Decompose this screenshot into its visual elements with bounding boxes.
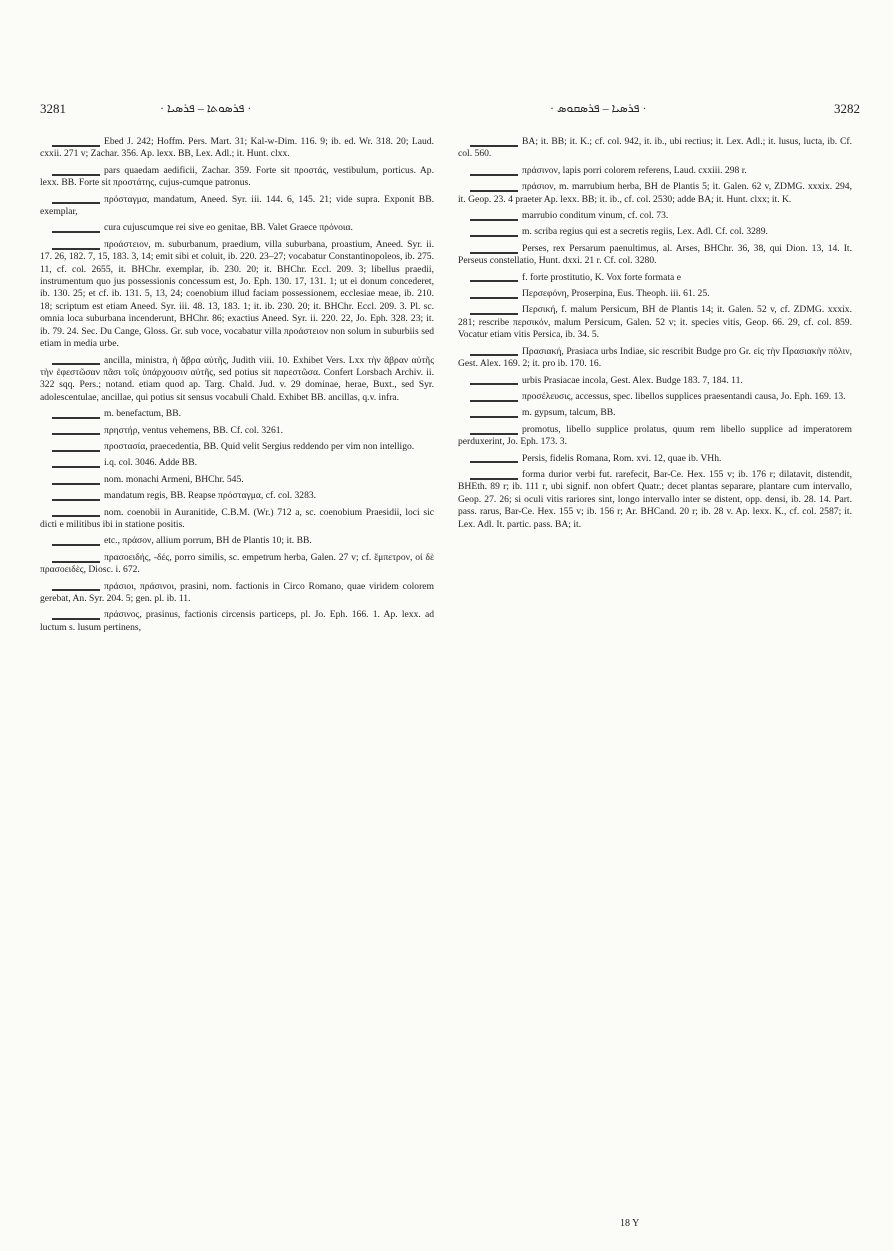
printer-signature: 18 Y [620,1218,640,1229]
dictionary-entry [40,136,434,161]
entry-text: m. benefactum, BB. [104,408,181,420]
entry-text: Περσεφόνη, Proserpina, Eus. Theoph. iii. 61. 25. [522,288,710,300]
dictionary-entry [40,194,434,219]
left-column [40,136,434,1216]
dictionary-entry [40,535,434,547]
entry-text: Ebed J. 242; Hoffm. Pers. Mart. 31; Kal-w-Dim. 116. 9; ib. ed. Wr. 318. 20; Laud. cxxii. 271 v; Zachar. 356. Ap. lexx. BB, Lex. Adl.; it. Hunt. clxx. [40,136,434,160]
dictionary-entry [40,441,434,453]
dictionary-entry [40,222,434,234]
syriac-headword [52,425,100,435]
entry-text: nom. coenobii in Auranitide, C.B.M. (Wr.) 712 a, sc. coenobium Praesidii, loci sic dicti e militibus ibi in statione positis. [40,506,434,530]
entry-text: promotus, libello supplice prolatus, quum rem libello supplice ad imperatorem perduxerint, Jo. Eph. 173. 3. [458,423,852,448]
dictionary-entry [458,453,852,465]
syriac-headword [470,375,518,385]
dictionary-entry [458,407,852,419]
dictionary-entry [40,355,434,405]
entry-text: πρασοειδής, -δές, porro similis, sc. empetrum herba, Galen. 27 v; cf. ἔμπετρον, οἱ δὲ πρασοειδὲς, Diosc. i. 672. [40,551,434,576]
syriac-headword [470,244,518,254]
dictionary-entry [40,507,434,532]
page-number-left: 3281 [40,101,66,116]
entry-text: πράσιον, m. marrubium herba, BH de Plantis 5; it. Galen. 62 v, ZDMG. xxxix. 294, it. Geop. 23. 4 praeter Ap. lexx. BB; it. ib., cf. col. 2530; adde BA; it. Hunt. clxx; it. K. [458,181,852,205]
syriac-headword [52,223,100,233]
entry-text: πράσιοι, πράσινοι, prasini, nom. factionis in Circo Romano, quae viridem colorem gerebat, An. Syr. 204. 5; gen. pl. ib. 11. [40,580,434,604]
dictionary-entry [40,609,434,634]
syriac-headword [52,581,100,591]
page-number-right: 3282 [834,101,860,116]
running-title-right: · ܦܪܣܝܐ – ܦܪܣܩܘܣ · [550,101,647,115]
syriac-headword [52,610,100,620]
syriac-headword [470,272,518,282]
syriac-headword [52,194,100,204]
syriac-headword [470,227,518,237]
syriac-headword [52,137,100,147]
dictionary-entry [458,272,852,284]
syriac-headword [470,305,518,315]
entry-text: m. scriba regius qui est a secretis regiis, Lex. Adl. Cf. col. 3289. [522,226,768,238]
dictionary-entry [458,165,852,177]
dictionary-entry [40,474,434,486]
entry-text: i.q. col. 3046. Adde BB. [104,457,198,469]
dictionary-entry [40,239,434,351]
dictionary-entry [458,346,852,371]
entry-text: πράσινον, lapis porri colorem referens, Laud. cxxiii. 298 r. [522,164,747,176]
entry-text: etc., πράσον, allium porrum, BH de Plantis 10; it. BB. [104,535,312,547]
dictionary-entry [458,210,852,222]
entry-text: Persis, fidelis Romana, Rom. xvi. 12, quae ib. VHh. [522,452,722,464]
entry-text: BA; it. BB; it. K.; cf. col. 942, it. ib., ubi rectius; it. Lex. Adl.; it. lusus, lucta, ib. Cf. col. 560. [458,136,852,160]
syriac-headword [470,453,518,463]
entry-text: forma durior verbi fut. rarefecit, Bar-Ce. Hex. 155 v; ib. 176 r; dilatavit, distendit, BHEth. 89 r; ib. 111 r, ubi signif. non obfert Quatr.; decet plantas separare, plantare cum intervallo, Geop. 27. 26; si oculi vitis rariores sint, longo intervallo inter se distent, opp. densi, ib. 28. 14. Part. pass. rarus, Bar-Ce. Hex. 155 v; ib. 156 r; Ar. BHCand. 20 r; ib. 28 v. Ap. lexx. K., cf. col. 2587; it. Lex. Adl. It. partic. pass. BA; it. [458,468,852,530]
syriac-headword [470,425,518,435]
entry-text: mandatum regis, BB. Reapse πρόσταγμα, cf. col. 3283. [104,490,317,502]
entry-text: marrubio conditum vinum, cf. col. 73. [522,210,669,222]
entry-text: urbis Prasiacae incola, Gest. Alex. Budge 183. 7, 184. 11. [522,374,743,386]
entry-text: Πρασιακή, Prasiaca urbs Indiae, sic rescribit Budge pro Gr. εἰς τὴν Πρασιακὴν πόλιν, Gest. Alex. 169. 2; it. pro ib. 170. 16. [458,345,852,370]
syriac-headword [470,211,518,221]
dictionary-entry [458,243,852,268]
entry-text: προστασία, praecedentia, BB. Quid velit Sergius reddendo per vim non intelligo. [104,440,415,452]
dictionary-entry [40,581,434,606]
syriac-headword [52,507,100,517]
syriac-headword [470,182,518,192]
syriac-headword [52,475,100,485]
entry-text: πράσινος, prasinus, factionis circensis particeps, pl. Jo. Eph. 166. 1. Ap. lexx. ad luctum s. lusum pertinens, [40,609,434,633]
dictionary-entry [40,408,434,420]
syriac-headword [52,166,100,176]
dictionary-entry [458,391,852,403]
syriac-headword [470,166,518,176]
dictionary-entry [458,304,852,341]
entry-text: m. gypsum, talcum, BB. [522,407,616,419]
entry-text: Perses, rex Persarum paenultimus, al. Arses, BHChr. 36, 38, qui Dion. 13, 14. It. Perseus constellatio, Hunt. dxxi. 21 r. Cf. col. 3280. [458,242,852,267]
entry-text: προσέλευσις, accessus, spec. libellos supplices praesentandi causa, Jo. Eph. 169. 13. [522,390,846,402]
syriac-headword [52,409,100,419]
entry-text: προάστειον, m. suburbanum, praedium, villa suburbana, proastium, Aneed. Syr. ii. 17. 26, 182. 7, 15, 183. 3, 14; emit sibi et coluit, ib. 220. 23–27; vocabatur Constantinopoleos, ib. 275. 11, cf. col. 2655, it. BHChr. exemplar, ib. 230. 20; it. BHChr. Eccl. 209. 3; libellus praedii, instrumentum quo jus possessionis concessum est, Jo. Eph. 130. 17, 131. 1; ut ei donum concederet, ib. 130. 25; et cf. ib. 131. 5, 13, 24; coenobium illud faciam possessionem, ecclesiae meae, ib. 210. 18; scriptum est etiam Aneed. Syr. iii. 48. 13, 183. 1; it. ib. 230. 20; it. BHChr. Eccl. 209. 3. Pl. sc. omnia loca suburbana incenderunt, BHChr. 86; exactius Aneed. Syr. ii. 220. 22, Jo. Eph. 328. 23; it. ib. 79. 24. Sec. Du Cange, Gloss. Gr. sub voce, vocabatur villa προάστειον non solum in suburbiis sed etiam in media urbe. [40,238,434,350]
running-title-left: · ܦܪܣܘܬܐ – ܦܪܣܝܐ · [160,101,252,115]
dictionary-entry [458,424,852,449]
entry-text: f. forte prostitutio, K. Vox forte formata e [522,271,681,283]
syriac-headword [52,553,100,563]
dictionary-entry [458,226,852,238]
syriac-headword [52,536,100,546]
entry-text: πρόσταγμα, mandatum, Aneed. Syr. iii. 144. 6, 145. 21; vide supra. Exponit BB. exemplar, [40,193,434,218]
syriac-headword [52,458,100,468]
dictionary-entry [40,165,434,190]
dictionary-entry [40,552,434,577]
dictionary-entry [40,490,434,502]
dictionary-entry [458,136,852,161]
syriac-headword [470,289,518,299]
syriac-headword [470,470,518,480]
dictionary-entry [458,181,852,206]
syriac-headword [52,491,100,501]
entry-text: cura cujuscumque rei sive eo genitae, BB. Valet Graece πρόνοια. [104,222,353,234]
syriac-headword [52,240,100,250]
dictionary-entry [458,375,852,387]
syriac-headword [470,392,518,402]
syriac-headword [52,442,100,452]
right-column [458,136,852,1216]
entry-text: ancilla, ministra, ἡ ἄβρα αὐτῆς, Judith viii. 10. Exhibet Vers. Lxx τὴν ἄβραν αὐτῆς τὴν ἐφεστῶσαν πᾶσι τοῖς ὑπάρχουσιν αὐτῆς, sed potius sit παρεστῶσα. Confert Lorsbach Archiv. ii. 322 sqq. Pers.; notand. etiam quod ap. Targ. Chald. Jud. v. 29 dominae, herae, Buxt., sed Syr. adolescentulae, ancillae, qui potius sit sensus vocabuli Chald. Exhibet BB. ancillas, q.v. infra. [40,354,434,403]
syriac-headword [470,346,518,356]
page-header [40,101,860,119]
entry-text: πρηστήρ, ventus vehemens, BB. Cf. col. 3261. [104,424,283,436]
dictionary-entry [40,457,434,469]
dictionary-entry [458,469,852,531]
syriac-headword [470,137,518,147]
entry-text: Περσική, f. malum Persicum, BH de Plantis 14; it. Galen. 52 v, cf. ZDMG. xxxix. 281; rescribe περσικόν, malum Persicum, Galen. 52 v; it. species vitis, Geop. 66. 29, cf. col. 859. Vocatur etiam vitis Persica, ib. 34. 5. [458,304,852,341]
dictionary-entry [458,288,852,300]
dictionary-entry [40,425,434,437]
syriac-headword [470,408,518,418]
entry-text: nom. monachi Armeni, BHChr. 545. [104,473,244,485]
syriac-headword [52,355,100,365]
entry-text: pars quaedam aedificii, Zachar. 359. Forte sit προστάς, vestibulum, porticus. Ap. lexx. BB. Forte sit προστάτης, cujus-cumque patronus. [40,164,434,189]
